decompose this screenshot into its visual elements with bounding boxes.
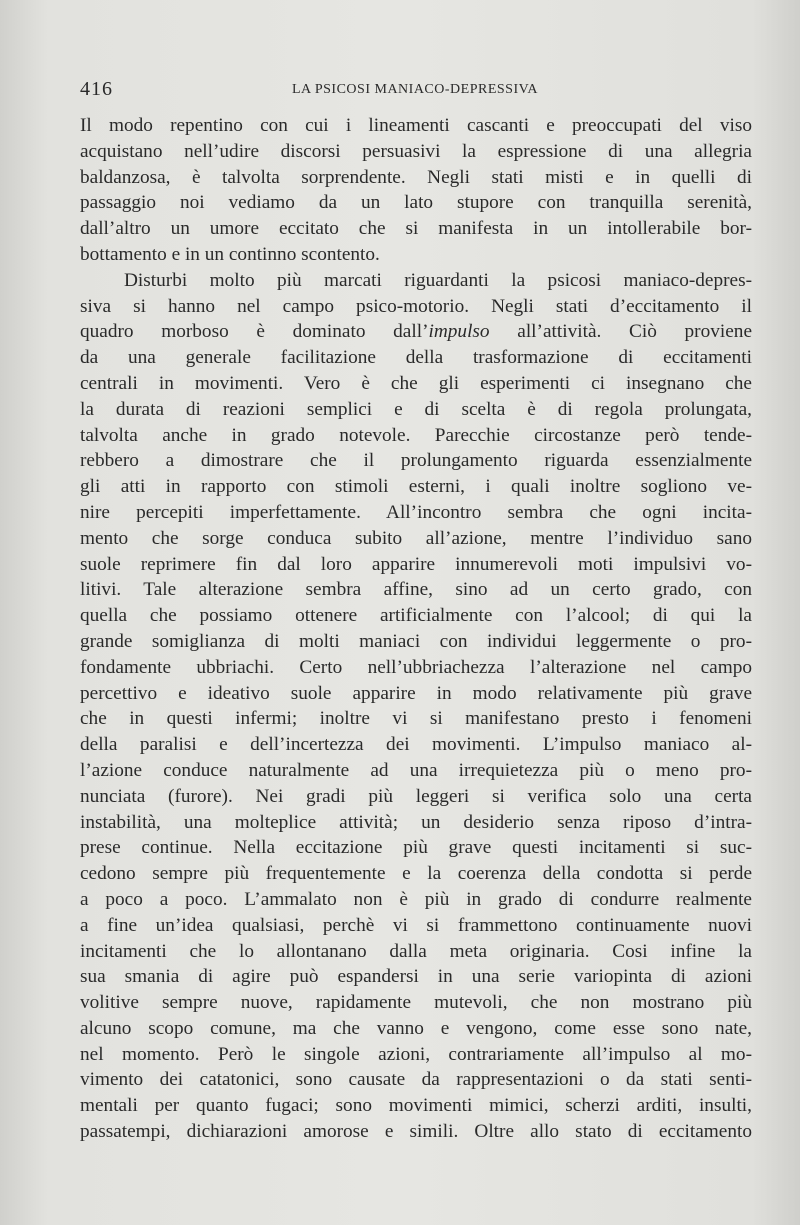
text-line: passatempi, dichiarazioni amorose e simili. Oltre allo stato di eccitamento xyxy=(80,1121,752,1143)
text-line: bottamento e in un continno scontento. xyxy=(80,243,380,265)
text-line: da una generale facilitazione della trasformazione di eccitamenti xyxy=(80,347,752,369)
text-line: vimento dei catatonici, sono causate da rappresentazioni o da stati senti- xyxy=(80,1069,752,1091)
text-line: l’azione conduce naturalmente ad una irrequietezza più o meno pro- xyxy=(80,759,752,781)
running-title: LA PSICOSI MANIACO-DEPRESSIVA xyxy=(291,82,539,97)
text-line: la durata di reazioni semplici e di scelta è di regola prolungata, xyxy=(80,398,752,420)
paragraph-1 xyxy=(80,113,752,268)
text-line: nunciata (furore). Nei gradi più leggeri si verifica solo una certa xyxy=(80,785,752,807)
text-line: mento che sorge conduca subito all’azione, mentre l’individuo sano xyxy=(80,527,752,549)
text-line: nire percepiti imperfettamente. All’incontro sembra che ogni incita- xyxy=(80,501,752,523)
text-line: della paralisi e dell’incertezza dei movimenti. L’impulso maniaco al- xyxy=(80,734,752,756)
text-line: incitamenti che lo allontanano dalla meta originaria. Cosi infine la xyxy=(80,940,752,962)
text-line: sua smania di agire può espandersi in una serie variopinta di azioni xyxy=(80,966,752,988)
text-line: prese continue. Nella eccitazione più grave questi incitamenti si suc- xyxy=(80,837,752,859)
text-line: gli atti in rapporto con stimoli esterni, i quali inoltre sogliono ve- xyxy=(80,476,752,498)
text-line: rebbero a dimostrare che il prolungamento riguarda essenzialmente xyxy=(80,450,752,472)
text-line: acquistano nell’udire discorsi persuasivi la espressione di una allegria xyxy=(80,140,752,162)
text-line: mentali per quanto fugaci; sono movimenti mimici, scherzi arditi, insulti, xyxy=(80,1095,752,1117)
text-line: passaggio noi vediamo da un lato stupore con tranquilla serenità, xyxy=(80,192,752,214)
text-line: centrali in movimenti. Vero è che gli esperimenti ci insegnano che xyxy=(80,372,752,394)
text-segment: all’attività. Ciò proviene xyxy=(489,321,752,343)
text-line: dall’altro un umore eccitato che si manifesta in un intollerabile bor- xyxy=(80,218,752,240)
text-line: percettivo e ideativo suole apparire in modo relativamente più grave xyxy=(80,682,752,704)
text-line: suole reprimere fin dal loro apparire innumerevoli moti impulsivi vo- xyxy=(80,553,752,575)
text-segment: quadro morboso è dominato dall’ xyxy=(80,321,429,343)
page-number: 416 xyxy=(80,78,113,100)
text-line: talvolta anche in grado notevole. Parecchie circostanze però tende- xyxy=(80,424,752,446)
text-line: grande somiglianza di molti maniaci con individui leggermente o pro- xyxy=(80,630,752,652)
text-line: a poco a poco. L’ammalato non è più in grado di condurre realmente xyxy=(80,888,752,910)
body-text xyxy=(80,113,752,1145)
text-line: fondamente ubbriachi. Certo nell’ubbriachezza l’alterazione nel campo xyxy=(80,656,752,678)
text-line: volitive sempre nuove, rapidamente mutevoli, che non mostrano più xyxy=(80,992,752,1014)
text-line: che in questi infermi; inoltre vi si manifestano presto i fenomeni xyxy=(80,708,752,730)
text-line: a fine un’idea qualsiasi, perchè vi si frammettono continuamente nuovi xyxy=(80,914,752,936)
text-line: siva si hanno nel campo psico-motorio. Negli stati d’eccitamento il xyxy=(80,295,752,317)
text-line: Il modo repentino con cui i lineamenti cascanti e preoccupati del viso xyxy=(80,115,752,136)
italic-term-impulso: impulso xyxy=(428,321,490,343)
paragraph-2 xyxy=(80,268,752,1145)
text-line: nel momento. Però le singole azioni, contrariamente all’impulso al mo- xyxy=(80,1043,752,1065)
text-line: Disturbi molto più marcati riguardanti la psicosi maniaco-depres- xyxy=(124,269,752,291)
text-line: cedono sempre più frequentemente e la coerenza della condotta si perde xyxy=(80,863,752,885)
text-line: instabilità, una molteplice attività; un desiderio senza riposo d’intra- xyxy=(80,811,752,833)
text-line: quella che possiamo ottenere artificialmente con l’alcool; di qui la xyxy=(80,605,752,627)
text-line-with-italic xyxy=(80,319,752,345)
text-line: alcuno scopo comune, ma che vanno e vengono, come esse sono nate, xyxy=(80,1017,752,1039)
text-line: baldanzosa, è talvolta sorprendente. Negli stati misti e in quelli di xyxy=(80,166,752,188)
text-line: litivi. Tale alterazione sembra affine, sino ad un certo grado, con xyxy=(80,579,752,601)
page-header xyxy=(80,78,750,102)
